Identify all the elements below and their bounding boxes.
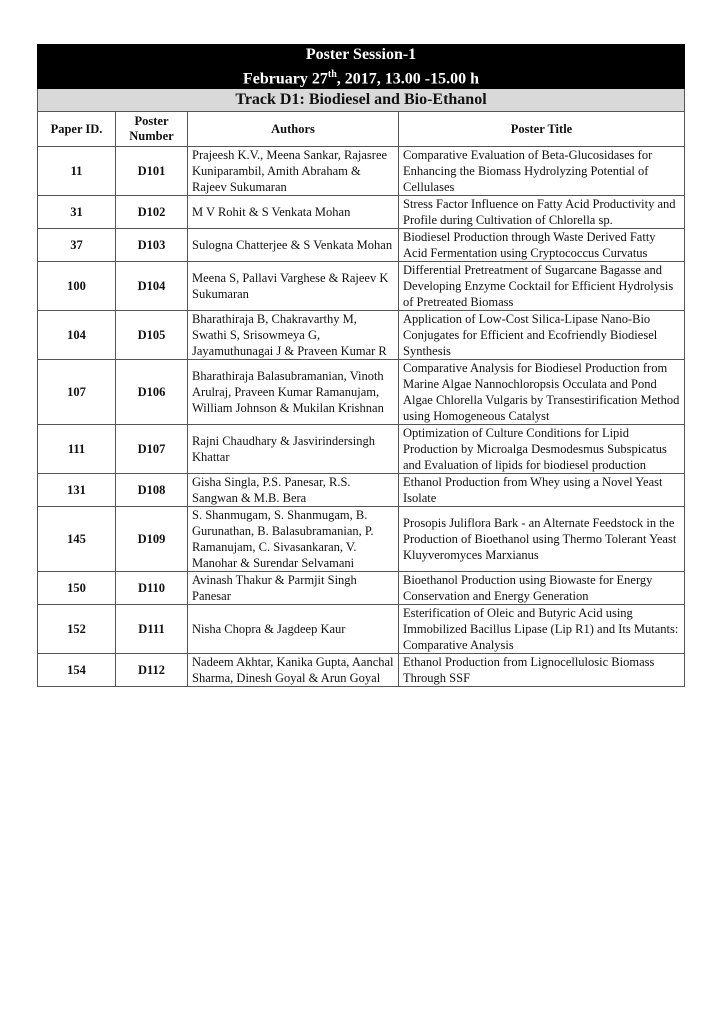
session-date-prefix: February 27 (242, 70, 328, 88)
poster-number-cell: D110 (116, 572, 188, 605)
session-title-row (38, 45, 685, 65)
poster-title-cell: Optimization of Culture Conditions for Lipid Production by Microalga Desmodesmus Subspicatus and Evaluation of lipids for biodiesel production (399, 425, 685, 474)
table-row (38, 474, 685, 507)
authors-cell: Avinash Thakur & Parmjit Singh Panesar (188, 572, 399, 605)
session-date (38, 65, 685, 89)
poster-title-cell: Ethanol Production from Whey using a Novel Yeast Isolate (399, 474, 685, 507)
paper-id-cell: 104 (38, 311, 116, 360)
paper-id-cell: 11 (38, 147, 116, 196)
table-row (38, 507, 685, 572)
paper-id-cell: 31 (38, 196, 116, 229)
table-row (38, 147, 685, 196)
table-row (38, 311, 685, 360)
paper-id-cell: 145 (38, 507, 116, 572)
authors-cell: Gisha Singla, P.S. Panesar, R.S. Sangwan & M.B. Bera (188, 474, 399, 507)
poster-title-cell: Differential Pretreatment of Sugarcane Bagasse and Developing Enzyme Cocktail for Efficient Hydrolysis of Pretreated Biomass (399, 262, 685, 311)
authors-cell: Bharathiraja Balasubramanian, Vinoth Arulraj, Praveen Kumar Ramanujam, William Johnson & Mukilan Krishnan (188, 360, 399, 425)
poster-number-cell: D104 (116, 262, 188, 311)
poster-title-cell: Application of Low-Cost Silica-Lipase Nano-Bio Conjugates for Efficient and Ecofriendly Biodiesel Synthesis (399, 311, 685, 360)
poster-number-cell: D105 (116, 311, 188, 360)
authors-cell: S. Shanmugam, S. Shanmugam, B. Gurunathan, B. Balasubramanian, P. Ramanujam, C. Sivasankaran, V. Manohar & Surendar Selvamani (188, 507, 399, 572)
table-row (38, 229, 685, 262)
poster-session-document (37, 44, 684, 687)
authors-cell: Bharathiraja B, Chakravarthy M, Swathi S, Srisowmeya G, Jayamuthunagai J & Praveen Kumar R (188, 311, 399, 360)
paper-id-cell: 107 (38, 360, 116, 425)
table-row (38, 360, 685, 425)
table-row (38, 654, 685, 687)
poster-number-cell: D106 (116, 360, 188, 425)
col-header-poster-title: Poster Title (399, 112, 685, 147)
table-row (38, 196, 685, 229)
poster-number-cell: D103 (116, 229, 188, 262)
authors-cell: M V Rohit & S Venkata Mohan (188, 196, 399, 229)
paper-id-cell: 131 (38, 474, 116, 507)
session-date-sup: th (327, 69, 337, 80)
table-row (38, 425, 685, 474)
poster-number-cell: D102 (116, 196, 188, 229)
authors-cell: Nadeem Akhtar, Kanika Gupta, Aanchal Sharma, Dinesh Goyal & Arun Goyal (188, 654, 399, 687)
session-date-row (38, 65, 685, 89)
track-row (38, 89, 685, 112)
poster-number-cell: D112 (116, 654, 188, 687)
poster-title-cell: Prosopis Juliflora Bark - an Alternate Feedstock in the Production of Bioethanol using Thermo Tolerant Yeast Kluyveromyces Marxianus (399, 507, 685, 572)
col-header-paper-id: Paper ID. (38, 112, 116, 147)
paper-id-cell: 100 (38, 262, 116, 311)
paper-id-cell: 111 (38, 425, 116, 474)
session-date-suffix: , 2017, 13.00 -15.00 h (336, 70, 479, 88)
poster-title-cell: Biodiesel Production through Waste Derived Fatty Acid Fermentation using Cryptococcus Curvatus (399, 229, 685, 262)
poster-number-cell: D108 (116, 474, 188, 507)
track-title: Track D1: Biodiesel and Bio-Ethanol (38, 89, 685, 112)
poster-number-cell: D101 (116, 147, 188, 196)
authors-cell: Sulogna Chatterjee & S Venkata Mohan (188, 229, 399, 262)
poster-title-cell: Bioethanol Production using Biowaste for Energy Conservation and Energy Generation (399, 572, 685, 605)
poster-title-cell: Ethanol Production from Lignocellulosic Biomass Through SSF (399, 654, 685, 687)
poster-title-cell: Comparative Analysis for Biodiesel Production from Marine Algae Nannochloropsis Occulata and Pond Algae Chlorella Vulgaris by Transestirification Method using Homogeneous Catalyst (399, 360, 685, 425)
authors-cell: Prajeesh K.V., Meena Sankar, Rajasree Kuniparambil, Amith Abraham & Rajeev Sukumaran (188, 147, 399, 196)
poster-schedule-table (37, 44, 685, 687)
poster-number-cell: D111 (116, 605, 188, 654)
col-header-poster-number: Poster Number (116, 112, 188, 147)
paper-id-cell: 154 (38, 654, 116, 687)
table-row (38, 605, 685, 654)
paper-id-cell: 152 (38, 605, 116, 654)
poster-number-cell: D109 (116, 507, 188, 572)
poster-title-cell: Stress Factor Influence on Fatty Acid Productivity and Profile during Cultivation of Chlorella sp. (399, 196, 685, 229)
table-row (38, 262, 685, 311)
col-header-authors: Authors (188, 112, 399, 147)
authors-cell: Rajni Chaudhary & Jasvirindersingh Khattar (188, 425, 399, 474)
poster-title-cell: Esterification of Oleic and Butyric Acid using Immobilized Bacillus Lipase (Lip R1) and Its Mutants: Comparative Analysis (399, 605, 685, 654)
table-row (38, 572, 685, 605)
poster-title-cell: Comparative Evaluation of Beta-Glucosidases for Enhancing the Biomass Hydrolyzing Potential of Cellulases (399, 147, 685, 196)
authors-cell: Meena S, Pallavi Varghese & Rajeev K Sukumaran (188, 262, 399, 311)
paper-id-cell: 150 (38, 572, 116, 605)
column-header-row (38, 112, 685, 147)
authors-cell: Nisha Chopra & Jagdeep Kaur (188, 605, 399, 654)
paper-id-cell: 37 (38, 229, 116, 262)
session-title: Poster Session-1 (38, 45, 685, 65)
poster-number-cell: D107 (116, 425, 188, 474)
